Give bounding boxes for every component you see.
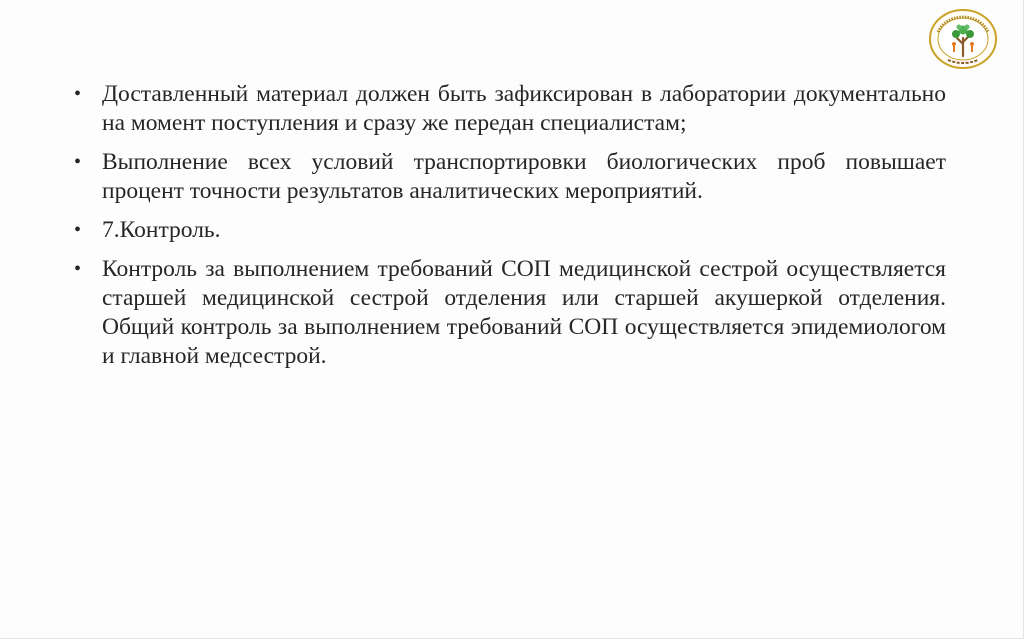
list-item-text: Контроль за выполнением требований СОП медицинской сестрой осуществляется старшей медицинской сестрой отделения или старшей акушеркой отделения. Общий контроль за выполнением требований СОП осуществляется эпидемиологом и главной медсестрой. (102, 256, 946, 369)
tree-emblem-icon (928, 8, 998, 70)
list-item-text: Доставленный материал должен быть зафиксирован в лаборатории документально на момент поступления и сразу же передан специалистам; (102, 81, 946, 136)
list-item (74, 255, 946, 371)
bullet-list (74, 80, 946, 381)
list-item (74, 80, 946, 138)
list-item (74, 148, 946, 206)
bullet-icon: • (74, 151, 82, 173)
bullet-icon: • (74, 258, 82, 280)
list-item (74, 216, 946, 245)
bullet-icon: • (74, 83, 82, 105)
list-item-text: 7.Контроль. (102, 217, 221, 243)
list-item-text: Выполнение всех условий транспортировки биологических проб повышает процент точности результатов аналитических мероприятий. (102, 149, 946, 204)
bullet-icon: • (74, 219, 82, 241)
